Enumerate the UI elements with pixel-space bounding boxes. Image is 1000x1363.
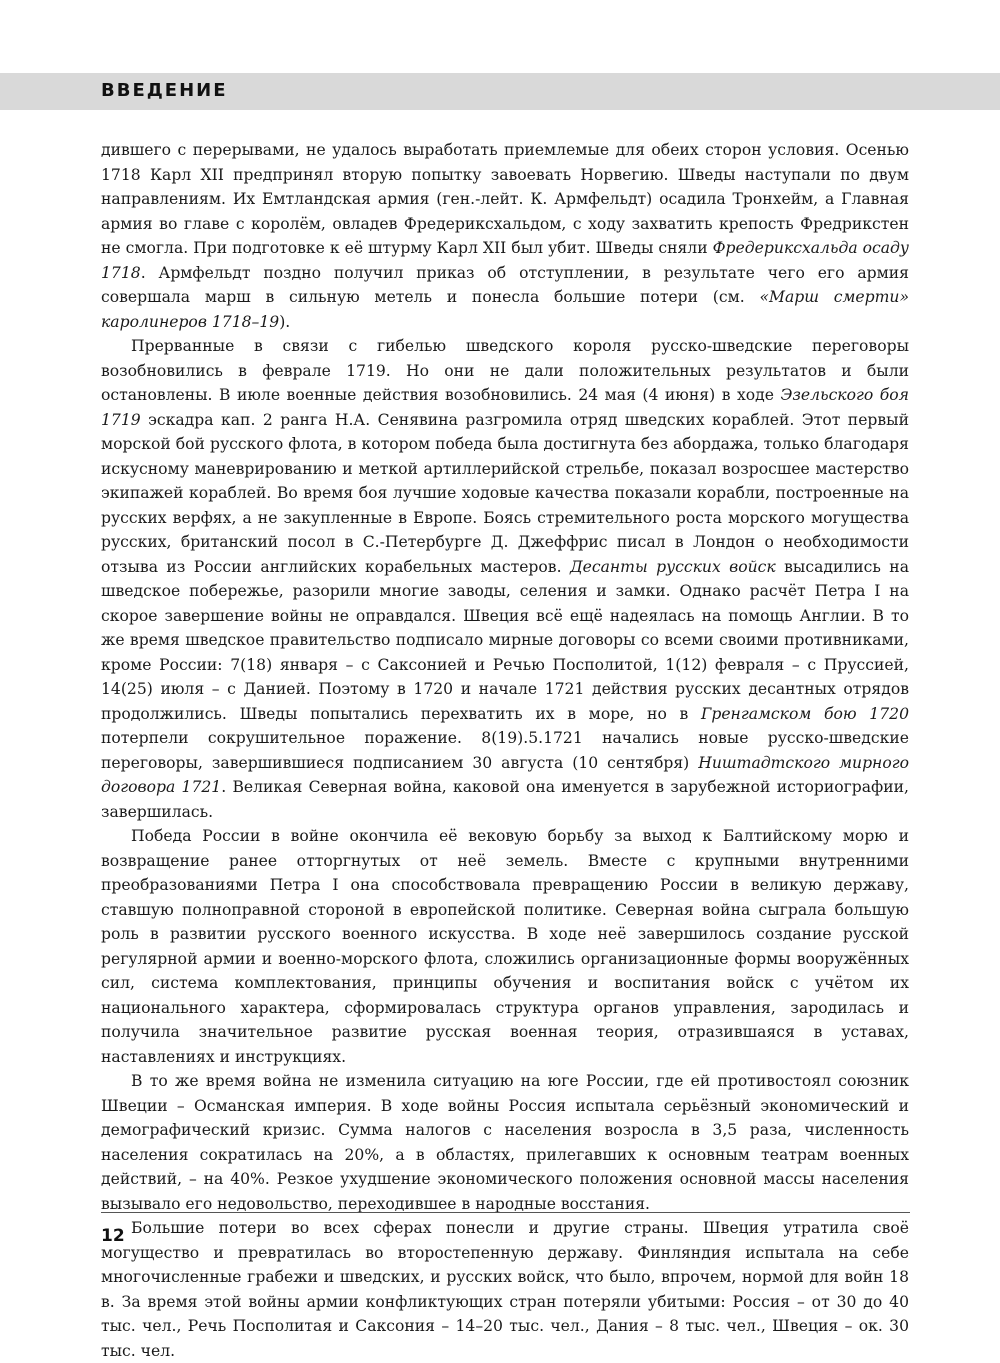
italic-reference: Фредериксхальда осаду 1718 [101,239,909,282]
text-run: . Великая Северная война, каковой она именуется в зарубежной историографии, завершилась. [101,778,909,821]
text-run: высадились на шведское побережье, разорили многие заводы, селения и замки. Однако расчёт Петра I на скорое завершение войны не оправдался. Швеция всё ещё надеялась на помощь Англии. В то же время шведское правительство подписало мирные договоры со всеми своими противниками, кроме России: 7(18) января – с Саксонией и Речью Посполитой, 1(12) февраля – с Пруссией, 14(25) июля – с Данией. Поэтому в 1720 и начале 1721 действия русских десантных отрядов продолжились. Шведы попытались перехватить их в море, но в [101,557,909,723]
text-run: дившего с перерывами, не удалось выработать приемлемые для обеих сторон условия. Осенью 1718 Карл XII предпринял вторую попытку завоевать Норвегию. Шведы наступали по двум направлениям. Их Емтландская армия (ген.-лейт. К. Армфельдт) осадила Тронхейм, а Главная армия во главе с королём, овладев Фредериксхальдом, с ходу захватить крепость Фредрикстен не смогла. При подготовке к её штурму Карл XII был убит. Шведы сняли [101,141,909,257]
text-run: эскадра кап. 2 ранга Н.А. Сенявина разгромила отряд шведских кораблей. Этот первый морской бой русского флота, в котором победа была достигнута без абордажа, только благодаря искусному маневрированию и меткой артиллерийской стрельбе, показал возросшее мастерство экипажей кораблей. Во время боя лучшие ходовые качества показали корабли, построенные на русских верфях, а не закупленные в Европе. Боясь стремительного роста морского могущества русских, британский посол в С.-Петербурге Д. Джеффрис писал в Лондон о необходимости отзыва из России английских корабельных мастеров. [101,410,909,576]
italic-reference: Ништадтского мирного договора 1721 [101,753,909,796]
paragraph [101,824,909,1069]
italic-reference: «Марш смерти» каролинеров 1718–19 [101,288,909,331]
paragraph [101,1069,909,1216]
text-run: ). [279,312,291,331]
footer-divider [101,1212,910,1213]
paragraph [101,138,909,334]
text-run: В то же время война не изменила ситуацию на юге России, где ей противостоял союзник Швеции – Османская империя. В ходе войны Россия испытала серьёзный экономический и демографический кризис. Сумма налогов с населения возросла в 3,5 раза, численность населения сократилась на 20%, а в областях, прилегавших к основным театрам военных действий, – на 40%. Резкое ухудшение экономического положения основной массы населения вызывало его недовольство, переходившее в народные восстания. [101,1072,909,1213]
paragraph [101,1216,909,1363]
section-title: ВВЕДЕНИЕ [101,80,228,101]
text-run: потерпели сокрушительное поражение. 8(19).5.1721 начались новые русско-шведские переговоры, завершившиеся подписанием 30 августа (10 сентября) [101,729,909,772]
text-run: Большие потери во всех сферах понесли и другие страны. Швеция утратила своё могущество и превратилась во второстепенную державу. Финляндия испытала на себе многочисленные грабежи и шведских, и русских войск, что было, впрочем, нормой для войн 18 в. За время этой войны армии конфликтующих стран потеряли убитыми: Россия – от 30 до 40 тыс. чел., Речь Посполитая и Саксония – 14–20 тыс. чел., Дания – 8 тыс. чел., Швеция – ок. 30 тыс. чел. [101,1219,909,1360]
page-number: 12 [101,1226,125,1246]
paragraph [101,334,909,824]
italic-reference: Гренгамском бою 1720 [701,704,909,723]
italic-reference: Эзельского боя 1719 [101,386,909,429]
text-run: Победа России в войне окончила её вековую борьбу за выход к Балтийскому морю и возвращение ранее отторгнутых от неё земель. Вместе с крупными внутренними преобразованиями Петра I она способствовала превращению России в великую державу, ставшую полноправной стороной в европейской политике. Северная война сыграла большую роль в развитии русского военного искусства. В ходе неё завершилось создание русской регулярной армии и военно-морского флота, сложились организационные формы вооружённых сил, система комплектования, принципы обучения и воспитания войск с учётом их национального характера, сформировалась структура органов управления, зародилась и получила значительное развитие русская военная теория, отразившаяся в уставах, наставлениях и инструкциях. [101,827,909,1066]
italic-reference: Десанты русских войск [569,557,776,576]
text-run: . Армфельдт поздно получил приказ об отступлении, в результате чего его армия совершала марш в сильную метель и понесла большие потери (см. [101,263,909,306]
body-text [101,138,909,1363]
text-run: Прерванные в связи с гибелью шведского короля русско-шведские переговоры возобновились в феврале 1719. Но они не дали положительных результатов и были остановлены. В июле военные действия возобновились. 24 мая (4 июня) в ходе [101,337,909,404]
